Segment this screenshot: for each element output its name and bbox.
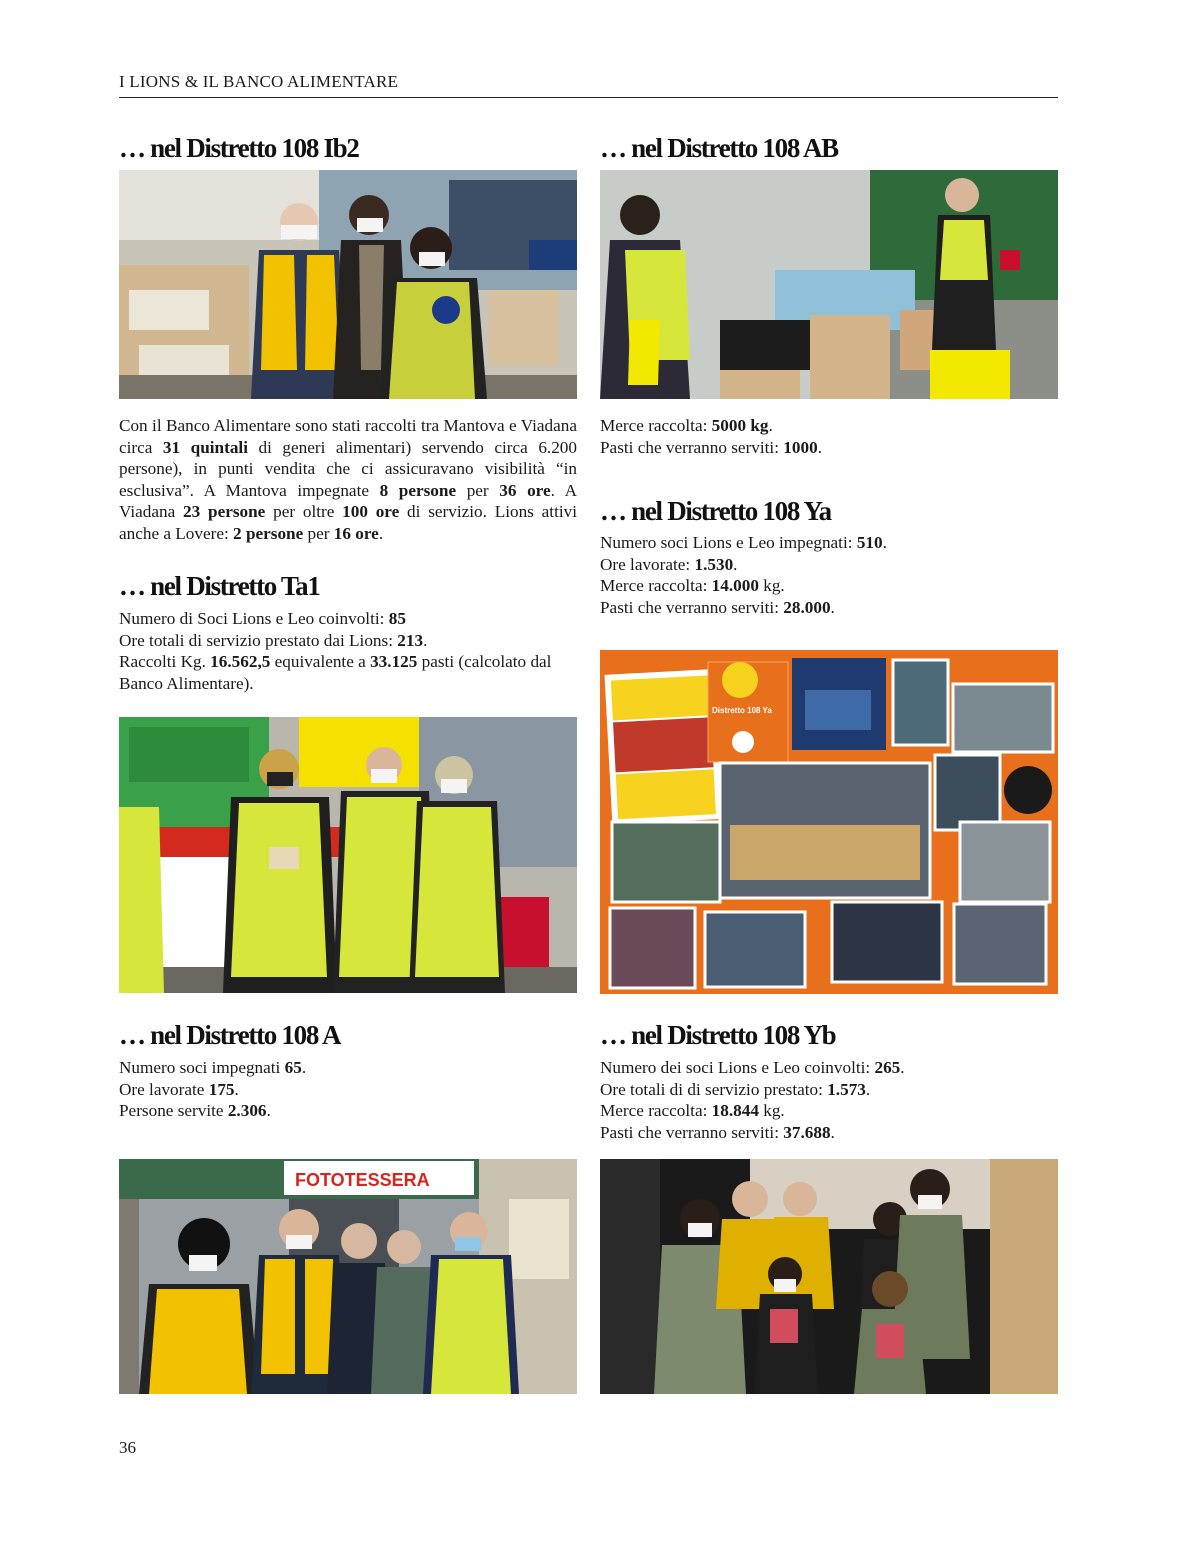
fototessera-sign-text: FOTOTESSERA — [295, 1170, 430, 1190]
ab-merce-end: . — [768, 416, 773, 435]
ib2-bold-quintali: 31 quintali — [162, 437, 248, 457]
ya-pasti-label: Pasti che verranno serviti: — [600, 597, 784, 617]
ab-merce-label: Merce raccolta: — [600, 416, 712, 435]
ab-pasti-value: 1000 — [783, 437, 818, 457]
ta1-soci-label: Numero di Soci Lions e Leo coinvolti: — [119, 609, 389, 628]
ta1-kg-mid: equivalente a — [270, 652, 371, 671]
ya-merce-label: Merce raccolta: — [600, 576, 712, 595]
ya-ore-end: . — [733, 554, 738, 574]
ya-soci-value: 510 — [856, 533, 883, 552]
ib2-text-6: di servizio. Lions attivi anche a Lovere: — [119, 502, 577, 543]
a-persone-label: Persone servite — [119, 1101, 228, 1120]
ib2-bold-persone-lovere: 2 persone — [233, 523, 304, 543]
heading-distretto-ya: … nel Distretto 108 Ya — [600, 496, 831, 526]
ib2-text-3: per — [456, 480, 500, 500]
ya-ore-value: 1.530 — [694, 554, 734, 574]
text-distretto-yb — [600, 1057, 1058, 1143]
ya-merce-end: kg. — [758, 576, 785, 595]
yb-soci-label: Numero dei soci Lions e Leo coinvolti: — [600, 1058, 875, 1077]
ta1-pasti-end: pasti (calcolato dal Banco Alimentare). — [119, 652, 552, 693]
ta1-ore-end: . — [423, 630, 428, 650]
ib2-text-4: . A Viadana — [119, 480, 577, 521]
ta1-soci-value: 85 — [388, 609, 406, 628]
ta1-ore-label: Ore totali di servizio prestato dai Lions: — [119, 630, 398, 650]
ya-soci-label: Numero soci Lions e Leo impegnati: — [600, 533, 857, 552]
text-distretto-ta1 — [119, 608, 577, 694]
ib2-text-1: Con il Banco Alimentare sono stati raccolti tra Mantova e Viadana circa — [119, 416, 577, 457]
yb-ore-end: . — [865, 1079, 871, 1099]
ya-merce-value: 14.000 — [711, 576, 759, 595]
ta1-kg-label: Raccolti Kg. — [119, 652, 211, 671]
yb-ore-label: Ore totali di di servizio prestato: — [600, 1079, 828, 1099]
ib2-bold-persone-mantova: 8 persone — [379, 480, 457, 500]
text-distretto-ab — [600, 415, 1058, 458]
ib2-bold-ore-mantova: 36 ore — [499, 480, 551, 500]
yb-soci-end: . — [900, 1058, 905, 1077]
a-persone-value: 2.306 — [227, 1101, 267, 1120]
ib2-text-7: per — [303, 523, 334, 543]
ya-ore-label: Ore lavorate: — [600, 554, 695, 574]
page-number: 36 — [119, 1438, 136, 1457]
yb-merce-value: 18.844 — [711, 1101, 759, 1120]
yb-pasti-value: 37.688 — [783, 1122, 831, 1142]
ib2-text-5: per oltre — [265, 502, 343, 521]
ib2-text-2: di generi alimentari) servendo circa 6.200 persone), in punti vendita che ci assicuravano visibilità “in esclusiva”. A Mantova impegnate — [119, 437, 577, 500]
running-header — [119, 72, 1058, 98]
ya-pasti-end: . — [830, 597, 835, 617]
heading-distretto-ib2: … nel Distretto 108 Ib2 — [119, 133, 359, 163]
text-distretto-a — [119, 1057, 577, 1122]
ib2-text-8: . — [378, 523, 384, 543]
a-ore-label: Ore lavorate — [119, 1079, 209, 1099]
ib2-bold-ore-lovere: 16 ore — [333, 523, 379, 543]
ya-soci-end: . — [882, 533, 887, 552]
ib2-bold-persone-viadana: 23 persone — [183, 502, 266, 521]
ya-pasti-value: 28.000 — [783, 597, 831, 617]
ta1-ore-value: 213 — [397, 630, 424, 650]
heading-distretto-ab: … nel Distretto 108 AB — [600, 133, 838, 163]
ab-pasti-end: . — [817, 437, 822, 457]
ab-merce-value: 5000 kg — [711, 416, 769, 435]
photo-distretto-ya-collage — [600, 650, 1058, 994]
heading-distretto-ta1: … nel Distretto Ta1 — [119, 571, 320, 601]
a-ore-value: 175 — [208, 1079, 235, 1099]
ta1-pasti-value: 33.125 — [370, 652, 418, 671]
a-soci-end: . — [301, 1058, 307, 1077]
yb-pasti-label: Pasti che verranno serviti: — [600, 1122, 784, 1142]
text-distretto-ib2 — [119, 415, 577, 544]
a-soci-label: Numero soci impegnati — [119, 1058, 285, 1077]
yb-ore-value: 1.573 — [827, 1079, 866, 1099]
text-distretto-ya — [600, 532, 1058, 618]
a-ore-end: . — [234, 1079, 239, 1099]
yb-merce-end: kg. — [758, 1101, 785, 1120]
a-persone-end: . — [266, 1101, 271, 1120]
ib2-bold-ore-viadana: 100 ore — [342, 502, 400, 521]
collage-title-text: Distretto 108 Ya — [712, 706, 772, 715]
a-soci-value: 65 — [284, 1058, 302, 1077]
photo-distretto-ib2 — [119, 170, 577, 399]
yb-soci-value: 265 — [874, 1058, 901, 1077]
ta1-kg-value: 16.562,5 — [210, 652, 271, 671]
photo-distretto-ab — [600, 170, 1058, 399]
heading-distretto-a: … nel Distretto 108 A — [119, 1020, 341, 1050]
heading-distretto-yb: … nel Distretto 108 Yb — [600, 1020, 836, 1050]
yb-pasti-end: . — [830, 1122, 835, 1142]
photo-distretto-ta1 — [119, 717, 577, 993]
photo-distretto-yb — [600, 1159, 1058, 1394]
yb-merce-label: Merce raccolta: — [600, 1101, 712, 1120]
ab-pasti-label: Pasti che verranno serviti: — [600, 437, 784, 457]
header-title: I LIONS & IL BANCO ALIMENTARE — [119, 72, 399, 91]
photo-distretto-a — [119, 1159, 577, 1394]
